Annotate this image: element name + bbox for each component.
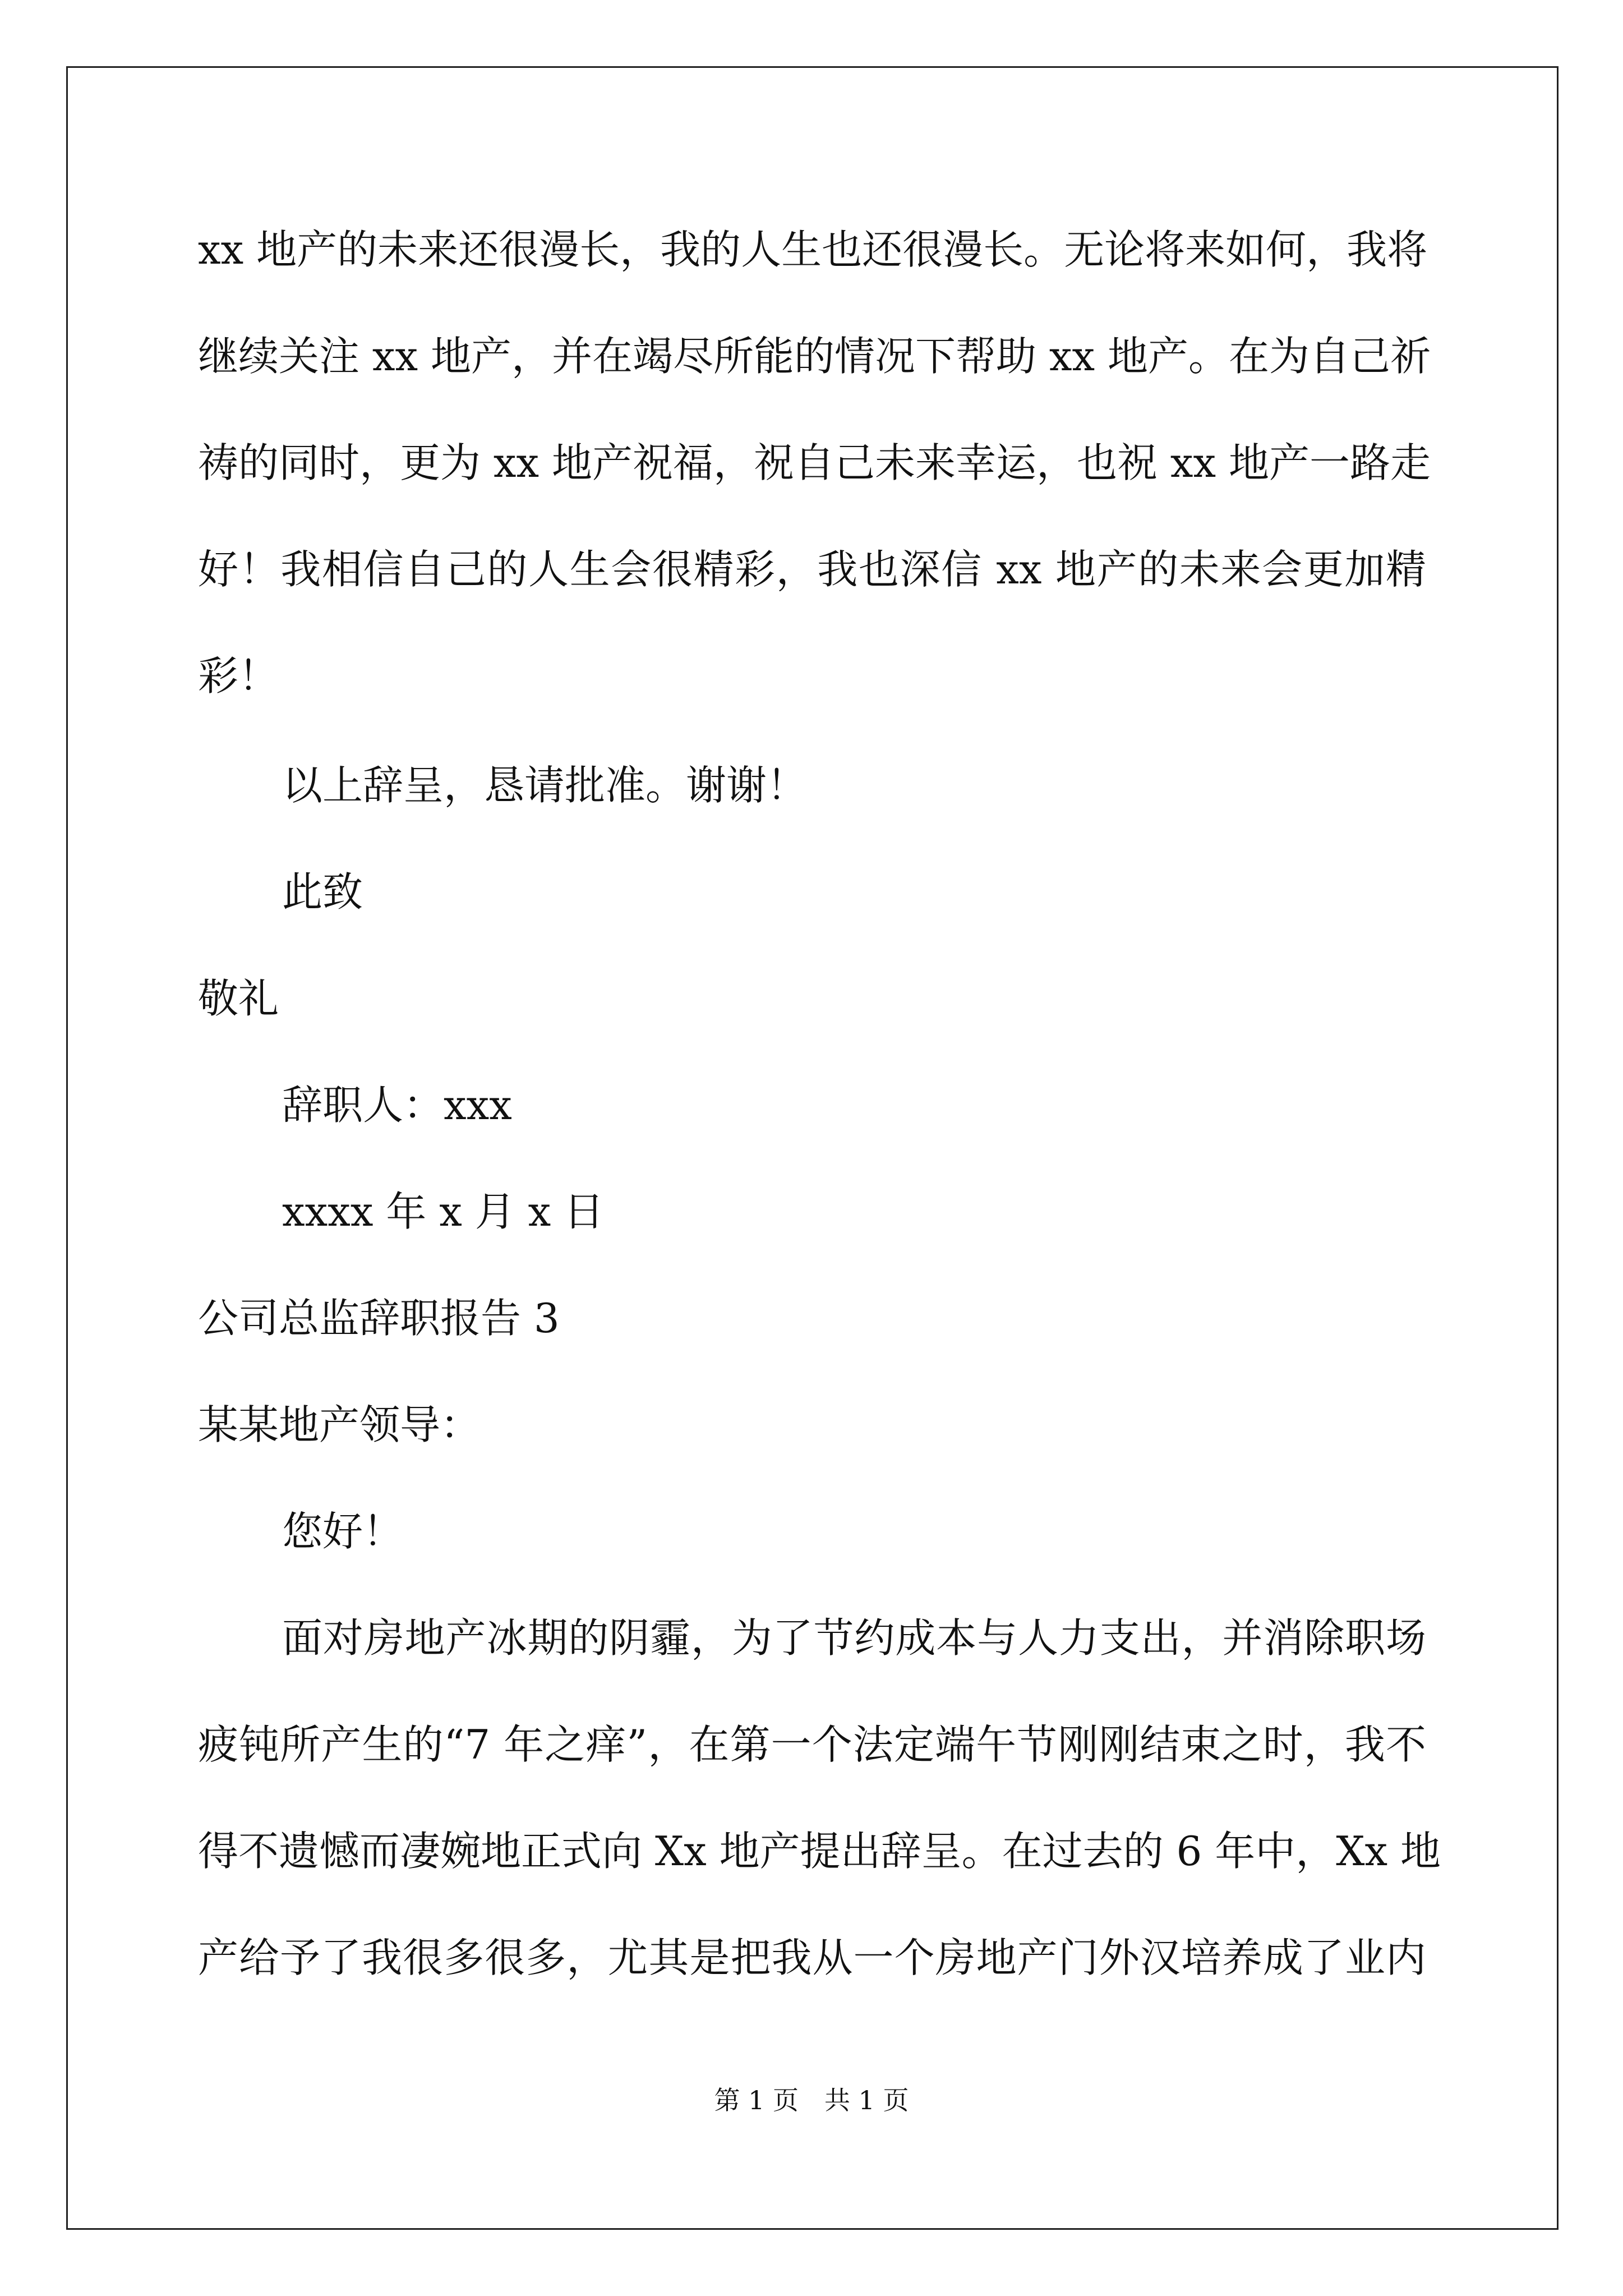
paragraph-line: 产给予了我很多很多，尤其是把我从一个房地产门外汉培养成了业内	[198, 1934, 1426, 1981]
closing-request: 以上辞呈，恳请批准。谢谢！	[282, 762, 808, 809]
paragraph-line: 好！我相信自己的人生会很精彩，我也深信 xx 地产的未来会更加精	[198, 546, 1426, 593]
signature-date: xxxx 年 x 月 x 日	[282, 1188, 605, 1235]
page-number-footer: 第 1 页 共 1 页	[714, 2085, 909, 2115]
salutation-zhici: 此致	[282, 868, 363, 915]
paragraph-line: 彩！	[198, 652, 279, 700]
section-title: 公司总监辞职报告 3	[198, 1295, 560, 1342]
paragraph-line: 祷的同时，更为 xx 地产祝福，祝自己未来幸运，也祝 xx 地产一路走	[198, 439, 1431, 486]
signature-name: 辞职人：xxx	[282, 1082, 512, 1129]
paragraph-line: 继续关注 xx 地产，并在竭尽所能的情况下帮助 xx 地产。在为自己祈	[198, 333, 1431, 380]
paragraph-line: 疲钝所产生的“7 年之痒”，在第一个法定端午节刚刚结束之时，我不	[198, 1721, 1426, 1768]
greeting: 您好！	[282, 1508, 404, 1555]
addressee: 某某地产领导：	[198, 1401, 481, 1448]
paragraph-line: 面对房地产冰期的阴霾，为了节约成本与人力支出，并消除职场	[282, 1614, 1426, 1662]
paragraph-line: xx 地产的未来还很漫长，我的人生也还很漫长。无论将来如何，我将	[198, 226, 1428, 273]
paragraph-line: 得不遗憾而凄婉地正式向 Xx 地产提出辞呈。在过去的 6 年中，Xx 地	[198, 1828, 1441, 1875]
salutation-jingli: 敬礼	[198, 975, 279, 1022]
page-border	[66, 66, 1559, 2230]
